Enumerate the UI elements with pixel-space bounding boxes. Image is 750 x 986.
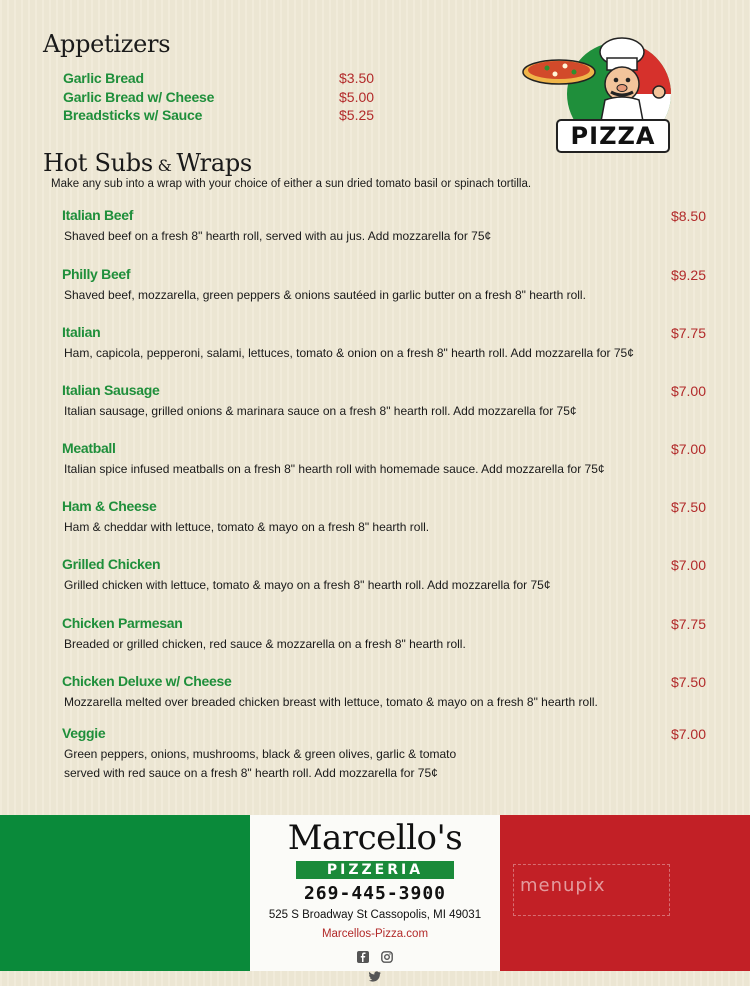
- menupix-watermark: [513, 864, 670, 916]
- item-description: Mozzarella melted over breaded chicken breast with lettuce, tomato & mayo on a fresh 8" hearth roll.: [64, 695, 598, 709]
- item-name: Meatball: [62, 440, 116, 456]
- item-description: Italian sausage, grilled onions & marinara sauce on a fresh 8" hearth roll. Add mozzarella for 75¢: [64, 404, 577, 418]
- item-description: Italian spice infused meatballs on a fresh 8" hearth roll with homemade sauce. Add mozzarella for 75¢: [64, 462, 605, 476]
- item-price: $7.75: [670, 325, 706, 341]
- facebook-icon[interactable]: [357, 948, 369, 960]
- item-description: Shaved beef on a fresh 8" hearth roll, served with au jus. Add mozzarella for 75¢: [64, 229, 492, 243]
- item-price: $7.00: [670, 441, 706, 457]
- item-price: $7.00: [670, 726, 706, 742]
- item-description: Ham & cheddar with lettuce, tomato & mayo on a fresh 8" hearth roll.: [64, 520, 430, 534]
- social-icons: [348, 948, 408, 962]
- appetizer-name: Garlic Bread w/ Cheese: [63, 88, 215, 105]
- item-price: $8.50: [670, 208, 706, 224]
- subs-title-amp: &: [152, 156, 177, 175]
- appetizers-title: Appetizers: [43, 30, 171, 58]
- appetizer-name: Breadsticks w/ Sauce: [63, 107, 203, 123]
- watermark-text: menupix: [520, 875, 606, 896]
- item-price: $9.25: [670, 267, 706, 283]
- item-price: $7.00: [670, 383, 706, 399]
- item-price: $7.00: [670, 557, 706, 573]
- item-description: Grilled chicken with lettuce, tomato & mayo on a fresh 8" hearth roll. Add mozzarella for 75¢: [64, 578, 551, 592]
- item-name: Philly Beef: [62, 266, 131, 282]
- twitter-icon[interactable]: [369, 967, 381, 979]
- item-name: Italian Sausage: [62, 382, 160, 398]
- item-description: [64, 745, 654, 783]
- item-name: Chicken Parmesan: [62, 615, 183, 631]
- item-name: Chicken Deluxe w/ Cheese: [62, 673, 232, 689]
- appetizer-price: $5.00: [339, 88, 375, 105]
- flag-green-panel: [0, 815, 250, 971]
- item-description-line: Green peppers, onions, mushrooms, black & green olives, garlic & tomato: [64, 747, 457, 761]
- brand-name: Marcello's: [287, 818, 463, 858]
- subs-title-end: Wraps: [176, 149, 252, 177]
- appetizer-price: $3.50: [339, 70, 375, 86]
- brand-website-link[interactable]: Marcellos-Pizza.com: [321, 928, 429, 940]
- brand-block: [250, 815, 500, 971]
- item-price: $7.50: [670, 674, 706, 690]
- brand-address: 525 S Broadway St Cassopolis, MI 49031: [268, 909, 482, 921]
- appetizers-list: [63, 70, 383, 126]
- item-name: Italian: [62, 324, 101, 340]
- instagram-icon[interactable]: [381, 948, 393, 960]
- item-description: Breaded or grilled chicken, red sauce & mozzarella on a fresh 8" hearth roll.: [64, 637, 466, 651]
- item-name: Veggie: [62, 725, 106, 741]
- subs-title: [43, 149, 252, 177]
- item-price: $7.50: [670, 499, 706, 515]
- mascot-pizza-label: PIZZA: [570, 122, 656, 150]
- subs-title-main: Hot Subs: [43, 149, 153, 177]
- item-name: Grilled Chicken: [62, 556, 161, 572]
- subs-note: Make any sub into a wrap with your choice of either a sun dried tomato basil or spinach tortilla.: [51, 178, 532, 190]
- item-description: Ham, capicola, pepperoni, salami, lettuces, tomato & onion on a fresh 8" hearth roll. Add mozzarella for 75¢: [64, 346, 634, 360]
- item-description: Shaved beef, mozzarella, green peppers & onions sautéed in garlic butter on a fresh 8" hearth roll.: [64, 288, 586, 302]
- brand-subtitle: PIZZERIA: [296, 861, 454, 879]
- appetizer-price: $5.25: [339, 107, 375, 123]
- item-name: Ham & Cheese: [62, 498, 157, 514]
- appetizer-name: Garlic Bread: [63, 70, 144, 86]
- item-price: $7.75: [670, 616, 706, 632]
- item-description-line: served with red sauce on a fresh 8" hearth roll. Add mozzarella for 75¢: [64, 766, 438, 780]
- appetizer-item: [63, 89, 383, 108]
- appetizer-item: [63, 70, 383, 89]
- brand-phone[interactable]: 269-445-3900: [303, 883, 447, 904]
- pizza-chef-mascot: [519, 32, 679, 157]
- item-name: Italian Beef: [62, 207, 134, 223]
- appetizer-item: [63, 107, 383, 126]
